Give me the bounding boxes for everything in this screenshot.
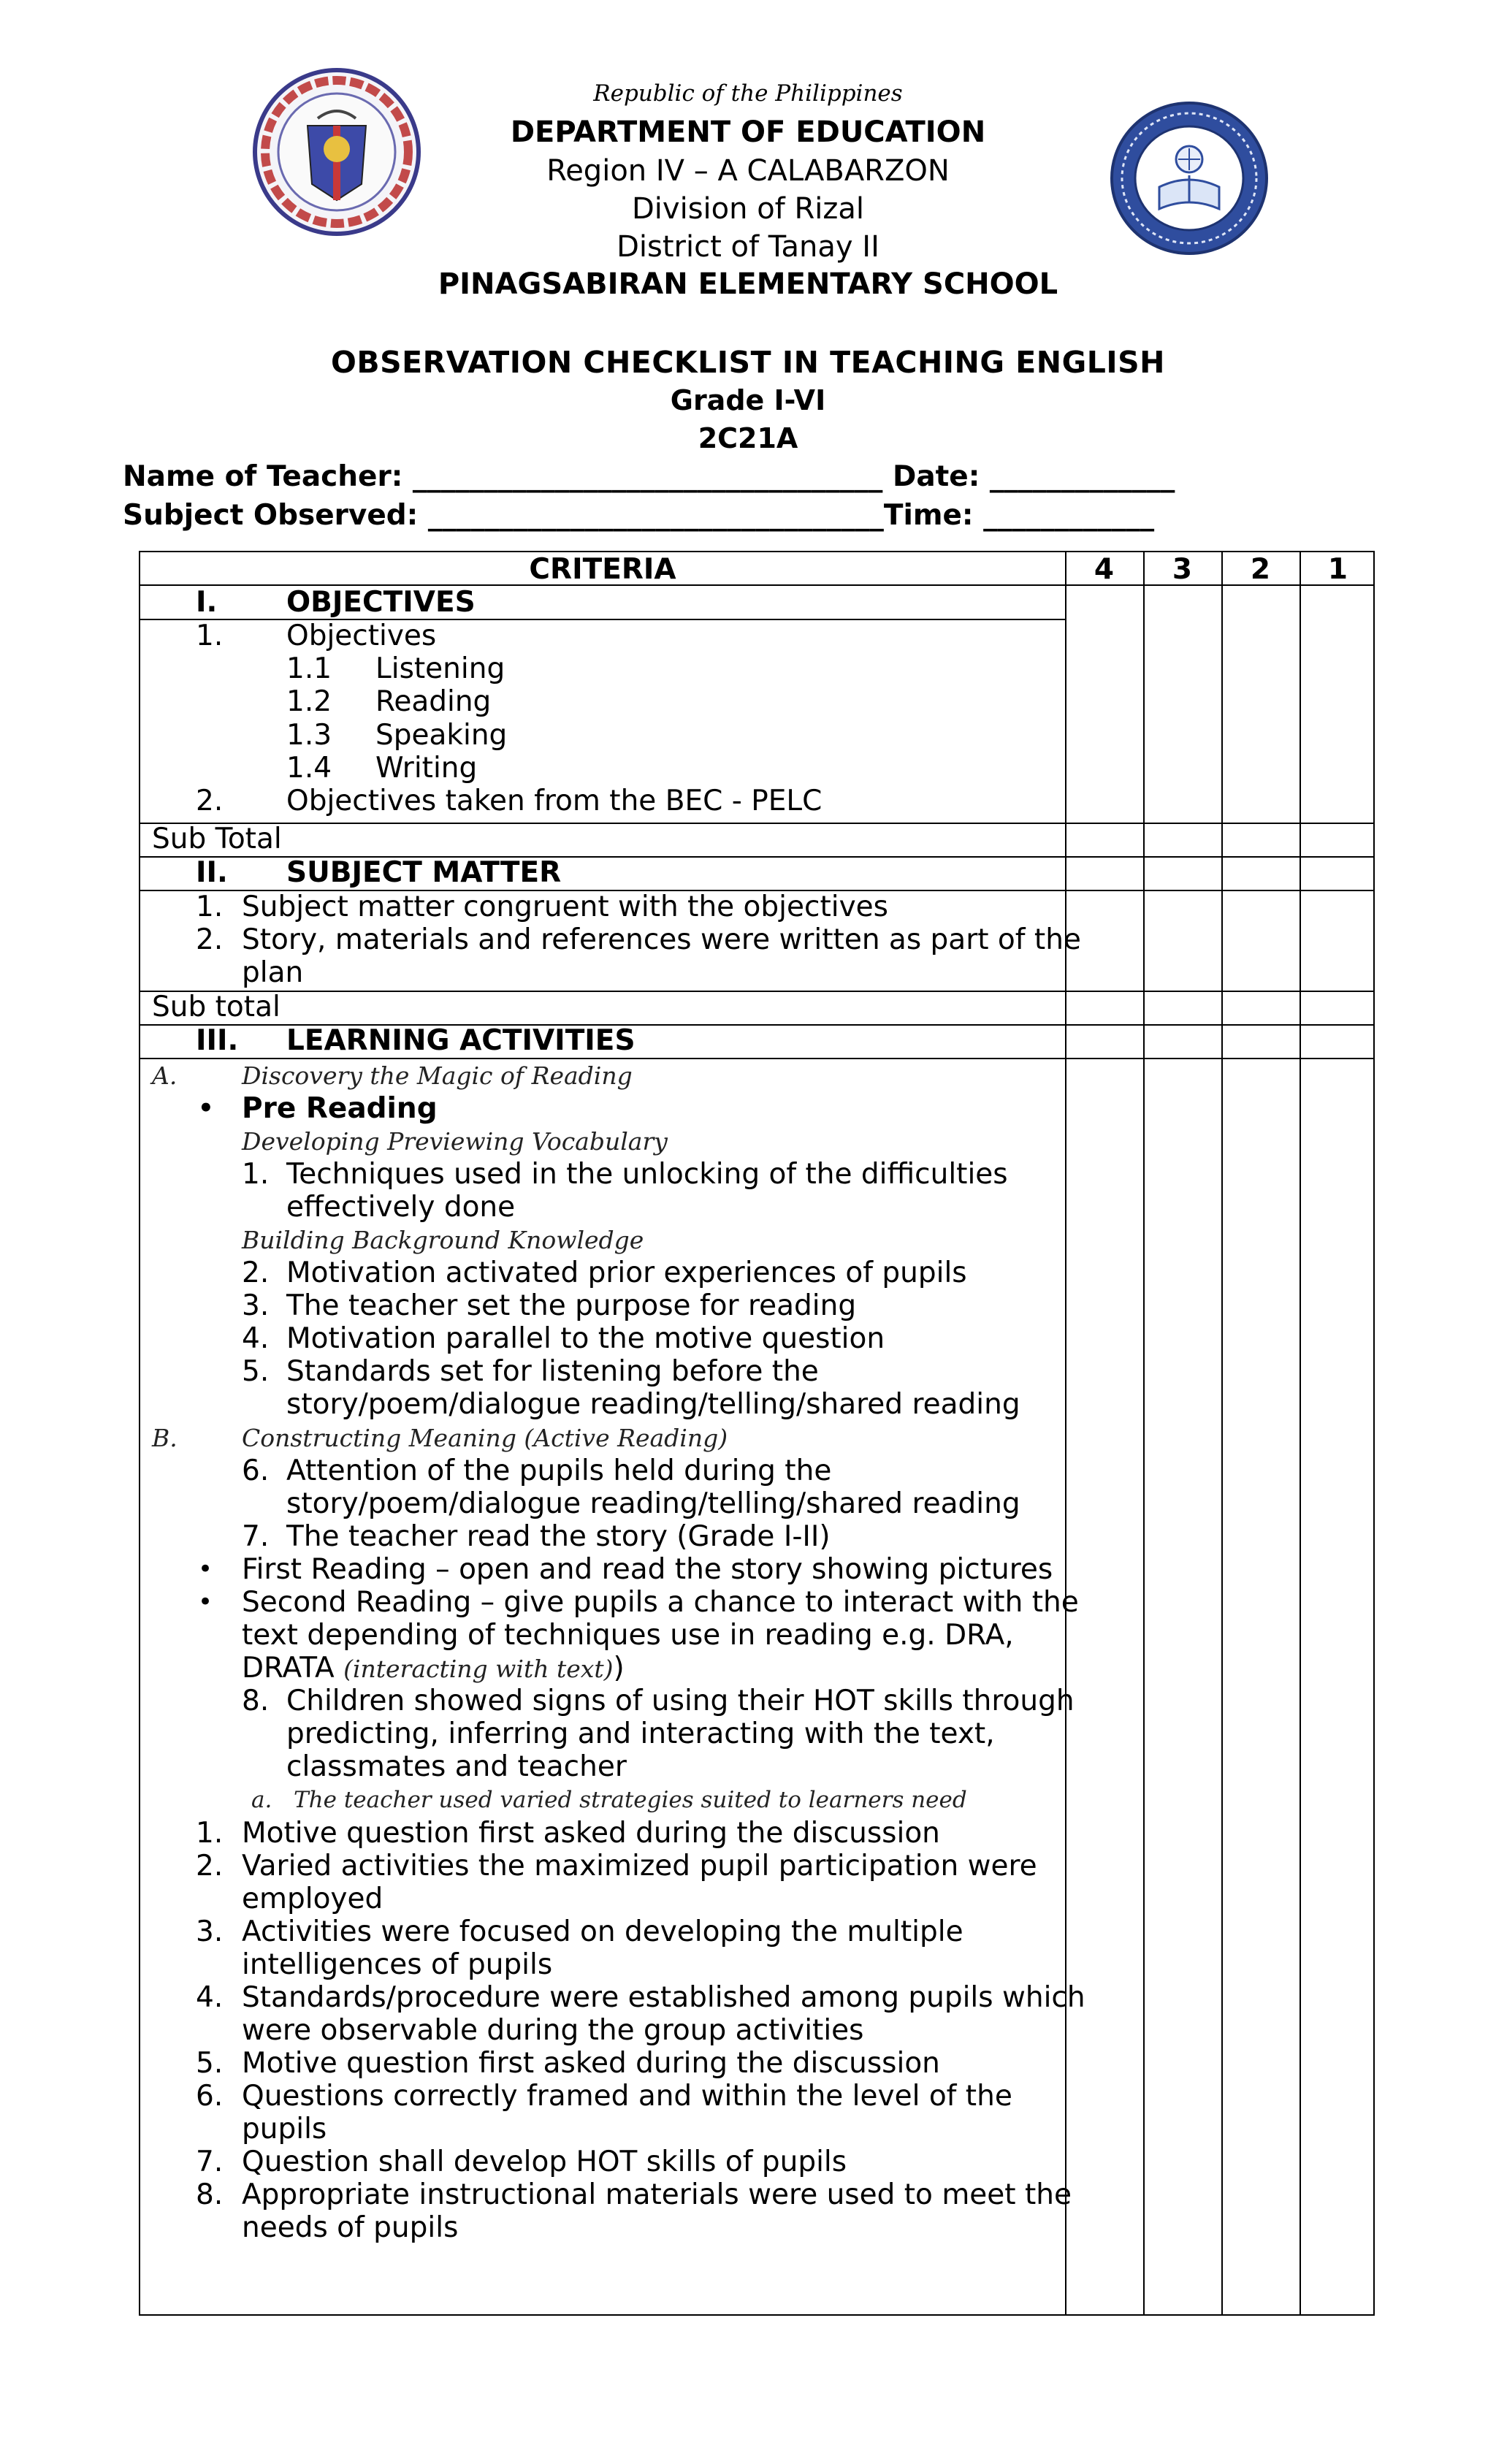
activity-item: Motivation activated prior experiences of pupils: [286, 1256, 967, 1289]
pre-reading-heading: • Pre Reading: [242, 1092, 438, 1125]
discussion-item: Appropriate instructional materials were used to meet the: [242, 2178, 1072, 2211]
discussion-item-cont: pupils: [242, 2113, 327, 2145]
activity-item: Children showed signs of using their HOT skills through: [286, 1685, 1075, 1717]
item-number: 4.: [196, 1981, 224, 2014]
discussion-item: Questions correctly framed and within the level of the: [242, 2080, 1012, 2113]
first-reading-bullet: • First Reading – open and read the story showing pictures: [242, 1553, 1053, 1586]
discussion-item: Standards/procedure were established among pupils which: [242, 1981, 1085, 2014]
school-name: PINAGSABIRAN ELEMENTARY SCHOOL: [438, 267, 1058, 301]
second-reading-cont: [242, 1652, 625, 1685]
discussion-item: Question shall develop HOT skills of pupils: [242, 2145, 847, 2178]
row-divider: [140, 991, 1373, 992]
criteria-header: CRITERIA: [529, 553, 676, 586]
activity-item-cont: classmates and teacher: [286, 1750, 627, 1783]
discussion-item: Motive question first asked during the discussion: [242, 2047, 940, 2080]
sub-item-letter: a.: [251, 1787, 272, 1813]
subject-matter-item: Subject matter congruent with the objectives: [242, 890, 888, 923]
section-subject-matter-title: SUBJECT MATTER: [286, 856, 562, 889]
item-number: 5.: [242, 1355, 270, 1388]
item-number: 8.: [242, 1685, 270, 1717]
item-number: 2.: [242, 1256, 270, 1289]
varied-strategies-item: The teacher used varied strategies suited to learners need: [294, 1787, 967, 1813]
document-title: OBSERVATION CHECKLIST IN TEACHING ENGLISH: [331, 345, 1165, 380]
subject-matter-item: Story, materials and references were written as part of the: [242, 923, 1081, 956]
item-number: 5.: [196, 2047, 224, 2080]
item-number: 1.: [242, 1158, 270, 1191]
discussion-item: Activities were focused on developing the multiple: [242, 1915, 963, 1948]
department-name: DEPARTMENT OF EDUCATION: [510, 115, 986, 149]
discussion-item-cont: were observable during the group activities: [242, 2014, 864, 2047]
sub-item-reading: Reading: [375, 685, 492, 718]
section-learning-activities-title: LEARNING ACTIVITIES: [286, 1024, 636, 1057]
subject-matter-item-cont: plan: [242, 956, 304, 989]
form-code: 2C21A: [698, 422, 798, 454]
sub-item-writing: Writing: [375, 752, 478, 785]
activity-item: Motivation parallel to the motive question: [286, 1322, 885, 1355]
subsection-discovery-title: Discovery the Magic of Reading: [242, 1061, 633, 1090]
section-objectives-title: OBJECTIVES: [286, 586, 476, 619]
activity-item: The teacher read the story (Grade I-II): [286, 1520, 831, 1553]
sub-item-speaking: Speaking: [375, 719, 508, 752]
section-number: III.: [196, 1024, 239, 1057]
sub-item-number: 1.2: [286, 685, 332, 718]
item-number: 1.: [196, 1817, 224, 1850]
subsection-constructing-meaning-title: Constructing Meaning (Active Reading): [242, 1424, 728, 1452]
item-number: 2.: [196, 785, 224, 817]
teacher-date-field[interactable]: Name of Teacher: _________________________________ Date: _____________: [123, 460, 1175, 493]
division-name: Division of Rizal: [632, 192, 864, 226]
discussion-item: Varied activities the maximized pupil participation were: [242, 1850, 1037, 1883]
score-1-header: 1: [1327, 553, 1348, 586]
item-number: 4.: [242, 1322, 270, 1355]
objectives-item: Objectives: [286, 619, 437, 652]
row-divider: [140, 619, 1065, 620]
score-2-header: 2: [1250, 553, 1271, 586]
item-number: 2.: [196, 923, 224, 956]
discussion-item: Motive question first asked during the discussion: [242, 1817, 940, 1850]
col-divider: [1221, 552, 1223, 2314]
republic-line: Republic of the Philippines: [593, 80, 903, 107]
score-3-header: 3: [1172, 553, 1193, 586]
district-name: District of Tanay II: [617, 230, 879, 264]
discussion-item-cont: intelligences of pupils: [242, 1948, 553, 1981]
interacting-with-text-note: (interacting with text): [343, 1655, 614, 1683]
subtotal-label: Sub total: [152, 991, 280, 1023]
col-divider: [1300, 552, 1301, 2314]
item-number: 1.: [196, 890, 224, 923]
item-number: 7.: [196, 2145, 224, 2178]
activity-item: The teacher set the purpose for reading: [286, 1289, 857, 1322]
subsection-letter: A.: [152, 1061, 178, 1090]
criteria-table: [139, 551, 1375, 2316]
row-divider: [140, 823, 1373, 824]
item-number: 1.: [196, 619, 224, 652]
subtotal-label: Sub Total: [152, 823, 282, 855]
second-reading-cont: text depending of techniques use in reading e.g. DRA,: [242, 1619, 1014, 1652]
activity-item: Standards set for listening before the: [286, 1355, 819, 1388]
item-number: 8.: [196, 2178, 224, 2211]
item-number: 6.: [242, 1454, 270, 1487]
second-reading-bullet: • Second Reading – give pupils a chance to interact with the: [242, 1586, 1079, 1619]
sub-item-number: 1.3: [286, 719, 332, 752]
activity-item-cont: story/poem/dialogue reading/telling/shared reading: [286, 1487, 1020, 1520]
subsection-letter: B.: [152, 1424, 178, 1452]
grade-range: Grade I-VI: [670, 384, 826, 416]
activity-item-cont: predicting, inferring and interacting with the text,: [286, 1717, 995, 1750]
developing-vocabulary-heading: Developing Previewing Vocabulary: [242, 1127, 668, 1156]
subject-time-field[interactable]: Subject Observed: ________________________________Time: ____________: [123, 499, 1155, 532]
sub-item-listening: Listening: [375, 652, 505, 685]
discussion-item-cont: employed: [242, 1883, 383, 1915]
closing-paren: ): [613, 1652, 625, 1685]
score-4-header: 4: [1094, 553, 1115, 586]
objectives-bec-item: Objectives taken from the BEC - PELC: [286, 785, 823, 817]
item-number: 6.: [196, 2080, 224, 2113]
item-number: 3.: [196, 1915, 224, 1948]
region-name: Region IV – A CALABARZON: [546, 154, 950, 188]
activity-item: Techniques used in the unlocking of the difficulties: [286, 1158, 1008, 1191]
background-knowledge-heading: Building Background Knowledge: [242, 1226, 644, 1254]
item-number: 2.: [196, 1850, 224, 1883]
discussion-item-cont: needs of pupils: [242, 2211, 459, 2244]
item-number: 3.: [242, 1289, 270, 1322]
item-number: 7.: [242, 1520, 270, 1553]
activity-item-cont: effectively done: [286, 1191, 516, 1224]
col-divider: [1143, 552, 1145, 2314]
drata-label: DRATA: [242, 1652, 344, 1685]
section-number: II.: [196, 856, 228, 889]
sub-item-number: 1.4: [286, 752, 332, 785]
activity-item-cont: story/poem/dialogue reading/telling/shared reading: [286, 1388, 1020, 1421]
section-number: I.: [196, 586, 218, 619]
activity-item: Attention of the pupils held during the: [286, 1454, 832, 1487]
col-divider: [1065, 552, 1066, 2314]
sub-item-number: 1.1: [286, 652, 332, 685]
